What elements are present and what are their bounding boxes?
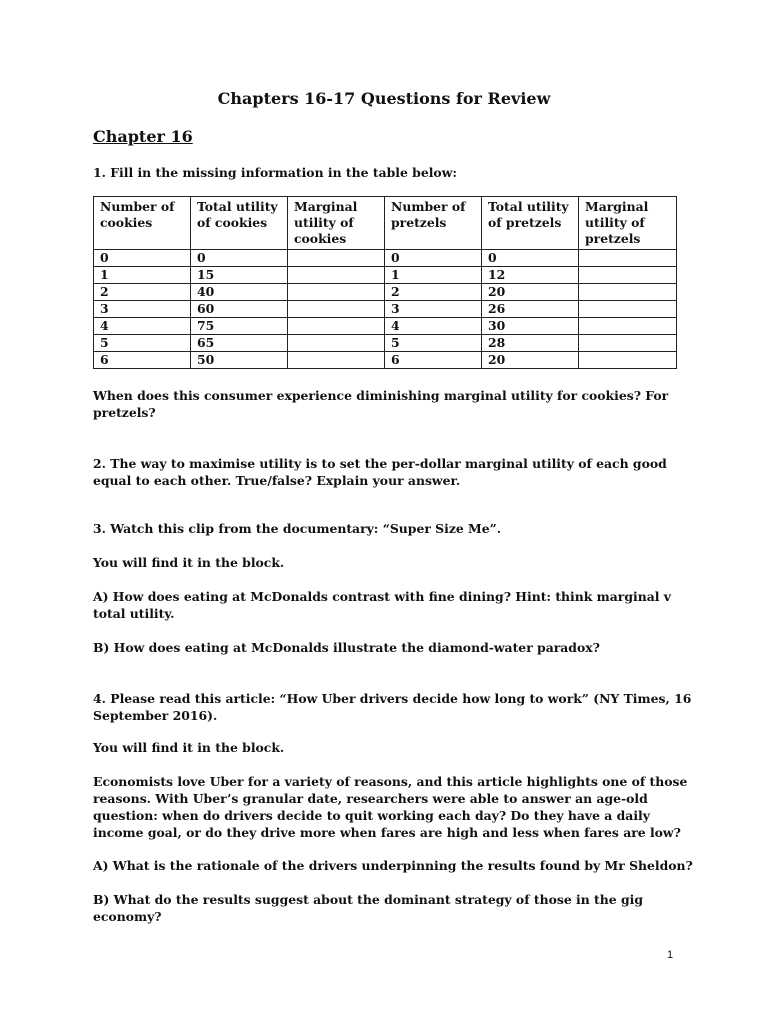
table-cell[interactable] <box>288 352 385 369</box>
header-number-of-pretzels: Number of pretzels <box>385 197 482 250</box>
table-cell: 12 <box>482 267 579 284</box>
table-cell: 6 <box>385 352 482 369</box>
table-row <box>94 267 677 284</box>
table-cell: 75 <box>191 318 288 335</box>
table-cell: 4 <box>94 318 191 335</box>
table-cell[interactable] <box>288 301 385 318</box>
question-4b: B) What do the results suggest about the dominant strategy of those in the gig economy? <box>93 892 644 924</box>
table-cell: 5 <box>94 335 191 352</box>
table-cell: 5 <box>385 335 482 352</box>
question-4-find-note: You will find it in the block. <box>93 740 285 755</box>
table-row <box>94 352 677 369</box>
table-cell: 40 <box>191 284 288 301</box>
table-cell: 1 <box>94 267 191 284</box>
table-cell[interactable] <box>579 352 677 369</box>
table-cell: 50 <box>191 352 288 369</box>
question-4a: A) What is the rationale of the drivers underpinning the results found by Mr Sheldon? <box>93 858 693 873</box>
table-cell: 60 <box>191 301 288 318</box>
chapter-heading: Chapter 16 <box>93 127 193 146</box>
question-1-followup: When does this consumer experience diminishing marginal utility for cookies? For pretzels? <box>93 388 669 420</box>
table-header-row <box>94 197 677 250</box>
table-cell: 0 <box>94 250 191 267</box>
question-4-context: Economists love Uber for a variety of reasons, and this article highlights one of those reasons. With Uber’s granular date, researchers were able to answer an age-old question: when do drivers decide to quit working each day? Do they have a daily income goal, or do they drive more when fares are high and less when fares are low? <box>93 774 688 840</box>
utility-table <box>93 196 677 369</box>
question-3-find-note: You will find it in the block. <box>93 555 285 570</box>
header-number-of-cookies: Number of cookies <box>94 197 191 250</box>
table-cell: 2 <box>94 284 191 301</box>
table-cell: 0 <box>482 250 579 267</box>
question-3b: B) How does eating at McDonalds illustrate the diamond-water paradox? <box>93 640 600 655</box>
table-cell[interactable] <box>579 250 677 267</box>
question-3a: A) How does eating at McDonalds contrast with fine dining? Hint: think marginal v total utility. <box>93 589 671 621</box>
table-cell[interactable] <box>579 335 677 352</box>
question-2: 2. The way to maximise utility is to set the per-dollar marginal utility of each good equal to each other. True/false? Explain your answer. <box>93 456 667 488</box>
table-cell: 15 <box>191 267 288 284</box>
table-cell: 0 <box>385 250 482 267</box>
table-cell[interactable] <box>579 284 677 301</box>
table-cell: 28 <box>482 335 579 352</box>
table-cell: 20 <box>482 352 579 369</box>
table-cell: 6 <box>94 352 191 369</box>
table-cell: 20 <box>482 284 579 301</box>
question-4-prompt: 4. Please read this article: “How Uber drivers decide how long to work” (NY Times, 16 September 2016). <box>93 691 692 723</box>
header-marginal-utility-cookies: Marginal utility of cookies <box>288 197 385 250</box>
table-cell: 26 <box>482 301 579 318</box>
table-cell[interactable] <box>288 250 385 267</box>
table-cell: 1 <box>385 267 482 284</box>
question-1-prompt: 1. Fill in the missing information in the table below: <box>93 165 457 180</box>
page-title: Chapters 16-17 Questions for Review <box>217 89 551 108</box>
table-cell[interactable] <box>288 335 385 352</box>
table-cell: 4 <box>385 318 482 335</box>
header-total-utility-cookies: Total utility of cookies <box>191 197 288 250</box>
table-cell: 30 <box>482 318 579 335</box>
table-cell: 3 <box>94 301 191 318</box>
header-marginal-utility-pretzels: Marginal utility of pretzels <box>579 197 677 250</box>
table-cell[interactable] <box>579 301 677 318</box>
table-row <box>94 250 677 267</box>
table-row <box>94 284 677 301</box>
table-cell: 65 <box>191 335 288 352</box>
table-cell[interactable] <box>288 267 385 284</box>
table-cell[interactable] <box>579 267 677 284</box>
table-cell: 3 <box>385 301 482 318</box>
table-cell: 2 <box>385 284 482 301</box>
table-row <box>94 301 677 318</box>
header-total-utility-pretzels: Total utility of pretzels <box>482 197 579 250</box>
table-row <box>94 335 677 352</box>
table-cell[interactable] <box>288 284 385 301</box>
page-number: 1 <box>667 949 674 961</box>
table-row <box>94 318 677 335</box>
table-cell[interactable] <box>288 318 385 335</box>
question-3-prompt: 3. Watch this clip from the documentary: “Super Size Me”. <box>93 521 502 536</box>
table-cell: 0 <box>191 250 288 267</box>
table-cell[interactable] <box>579 318 677 335</box>
